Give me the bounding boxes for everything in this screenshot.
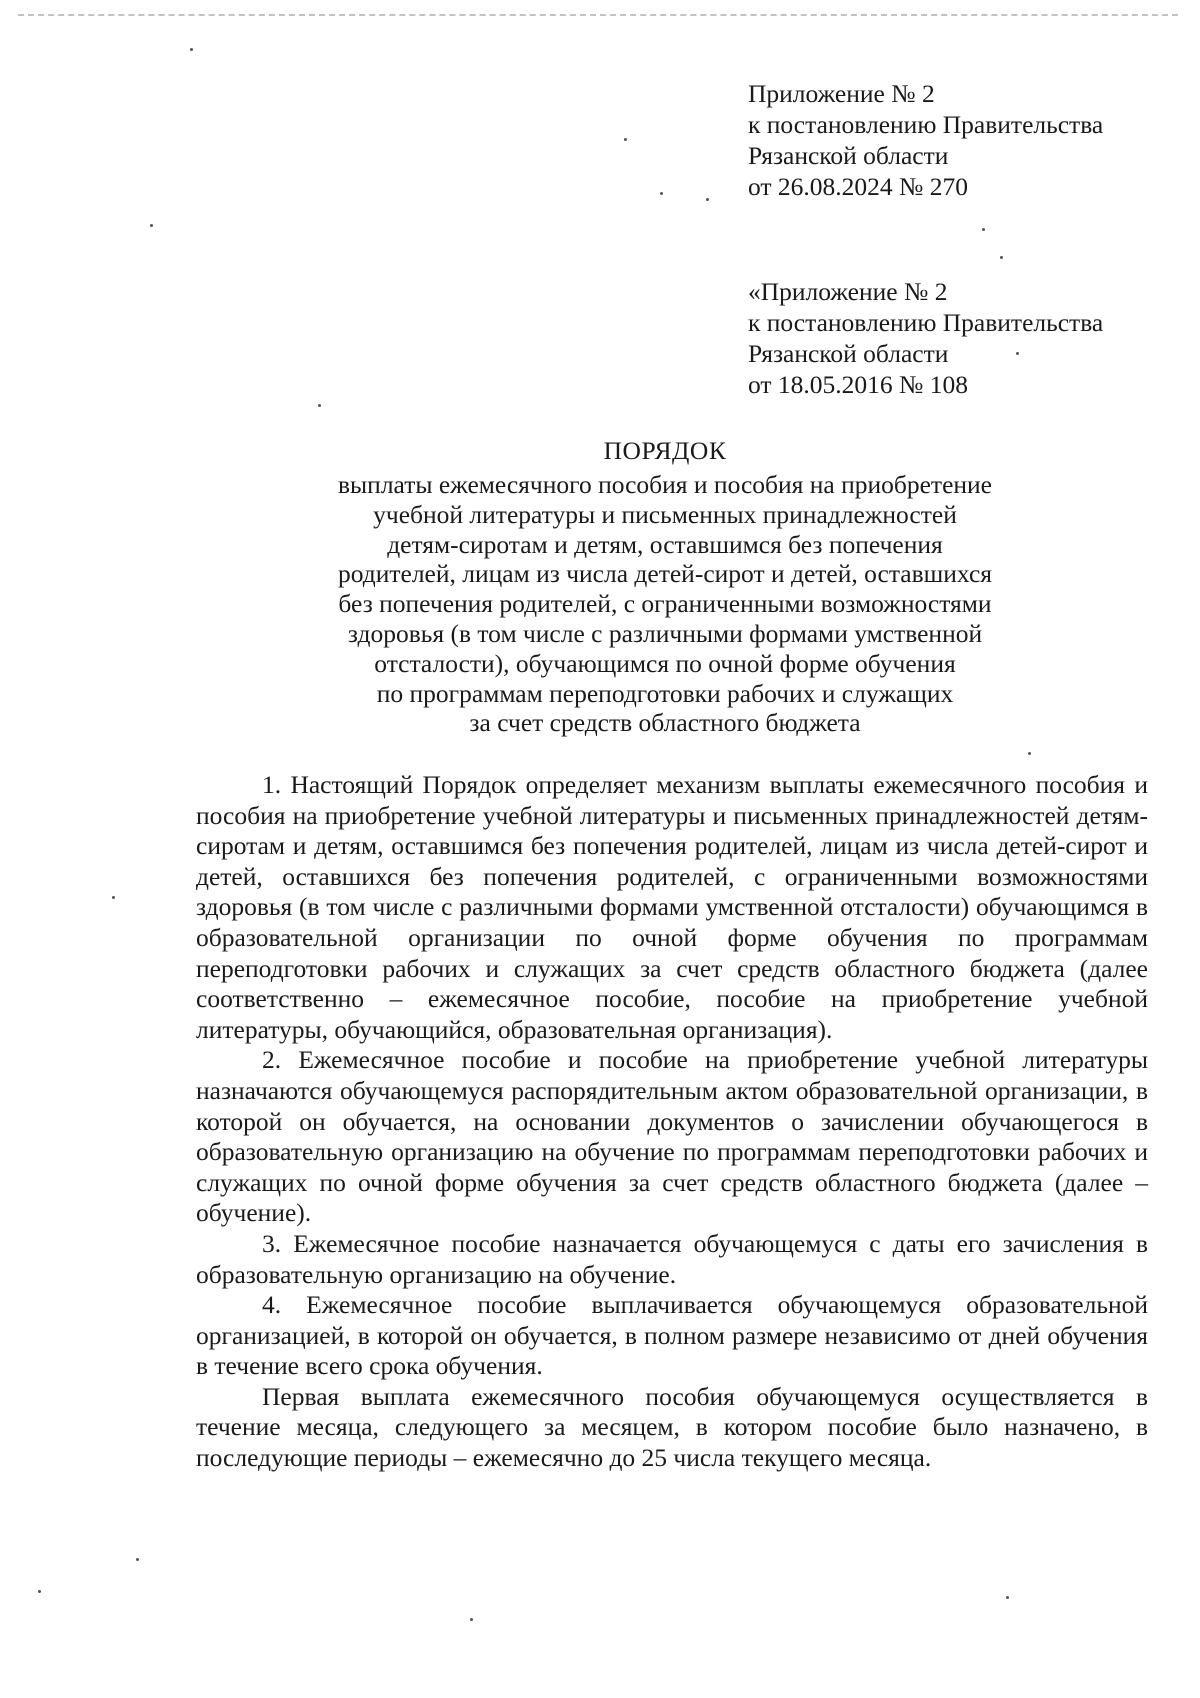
scan-speck: [150, 224, 153, 227]
subtitle-line: детям-сиротам и детям, оставшимся без попечения: [387, 529, 943, 559]
scan-speck: [706, 198, 709, 201]
document-title: ПОРЯДОК: [603, 436, 727, 465]
subtitle-line: родителей, лицам из числа детей-сирот и детей, оставшихся: [337, 559, 992, 589]
subtitle-line: учебной литературы и письменных принадлежностей: [373, 499, 957, 529]
paragraph-3: 3. Ежемесячное пособие назначается обучающемуся с даты его зачисления в образовательную организацию на обучение.: [196, 1228, 1148, 1289]
subtitle-line: выплаты ежемесячного пособия и пособия на приобретение: [338, 470, 992, 499]
scan-speck: [190, 48, 193, 51]
subtitle-line: здоровья (в том числе с различными формами умственной: [347, 618, 983, 648]
appendix-header-original: [748, 276, 1103, 400]
scan-speck: [624, 138, 627, 141]
document-body: [196, 770, 1148, 1474]
scan-speck: [470, 1618, 473, 1621]
document-subtitle: [200, 470, 1130, 738]
paragraph-1: 1. Настоящий Порядок определяет механизм выплаты ежемесячного пособия и пособия на приобретение учебной литературы и письменных принадлежностей детям-сиротам и детям, оставшимся без попечения родителей, лицам из числа детей-сирот и детей, оставшихся без попечения родителей, с ограниченными возможностями здоровья (в том числе с различными формами умственной отсталости) обучающимся в образовательной организации по очной форме обучения по программам переподготовки рабочих и служащих за счет средств областного бюджета (далее соответственно – ежемесячное пособие, пособие на приобретение учебной литературы, обучающийся, образовательная организация).: [196, 770, 1148, 1044]
scan-speck: [660, 192, 663, 195]
scan-speck: [982, 228, 985, 231]
paragraph-4: 4. Ежемесячное пособие выплачивается обучающемуся образовательной организацией, в которой он обучается, в полном размере независимо от дней обучения в течение всего срока обучения.: [196, 1290, 1148, 1381]
subtitle-line: за счет средств областного бюджета: [469, 708, 861, 738]
header-line: Рязанской области: [748, 339, 949, 368]
subtitle-line: без попечения родителей, с ограниченными возможностями: [338, 589, 992, 619]
paragraph-2: 2. Ежемесячное пособие и пособие на приобретение учебной литературы назначаются обучающемуся распорядительным актом образовательной организации, в которой он обучается, на основании документов о зачислении обучающегося в образовательную организацию на обучение по программам переподготовки рабочих и служащих по очной форме обучения за счет средств областного бюджета (далее – обучение).: [196, 1045, 1148, 1228]
header-line: «Приложение № 2: [748, 277, 948, 306]
scan-speck: [1006, 1596, 1009, 1599]
header-line: к постановлению Правительства: [748, 110, 1104, 139]
scan-speck: [136, 1558, 139, 1561]
subtitle-line: по программам переподготовки рабочих и служащих: [376, 678, 954, 708]
header-line: от 26.08.2024 № 270: [748, 172, 969, 201]
header-line: Приложение № 2: [748, 79, 935, 108]
scan-speck: [112, 896, 115, 899]
scan-speck: [1028, 752, 1031, 755]
header-line: Рязанской области: [748, 141, 949, 170]
scan-edge-artifact: [18, 14, 1178, 16]
header-line: к постановлению Правительства: [748, 308, 1104, 337]
paragraph-4-continued: Первая выплата ежемесячного пособия обучающемуся осуществляется в течение месяца, следующего за месяцем, в котором пособие было назначено, в последующие периоды – ежемесячно до 25 числа текущего месяца.: [196, 1381, 1148, 1473]
scan-speck: [38, 1590, 41, 1593]
scan-speck: [318, 404, 321, 407]
subtitle-line: отсталости), обучающимся по очной форме обучения: [374, 648, 956, 678]
header-line: от 18.05.2016 № 108: [748, 370, 969, 399]
appendix-header-current: [748, 78, 1103, 202]
scan-speck: [1000, 256, 1003, 259]
